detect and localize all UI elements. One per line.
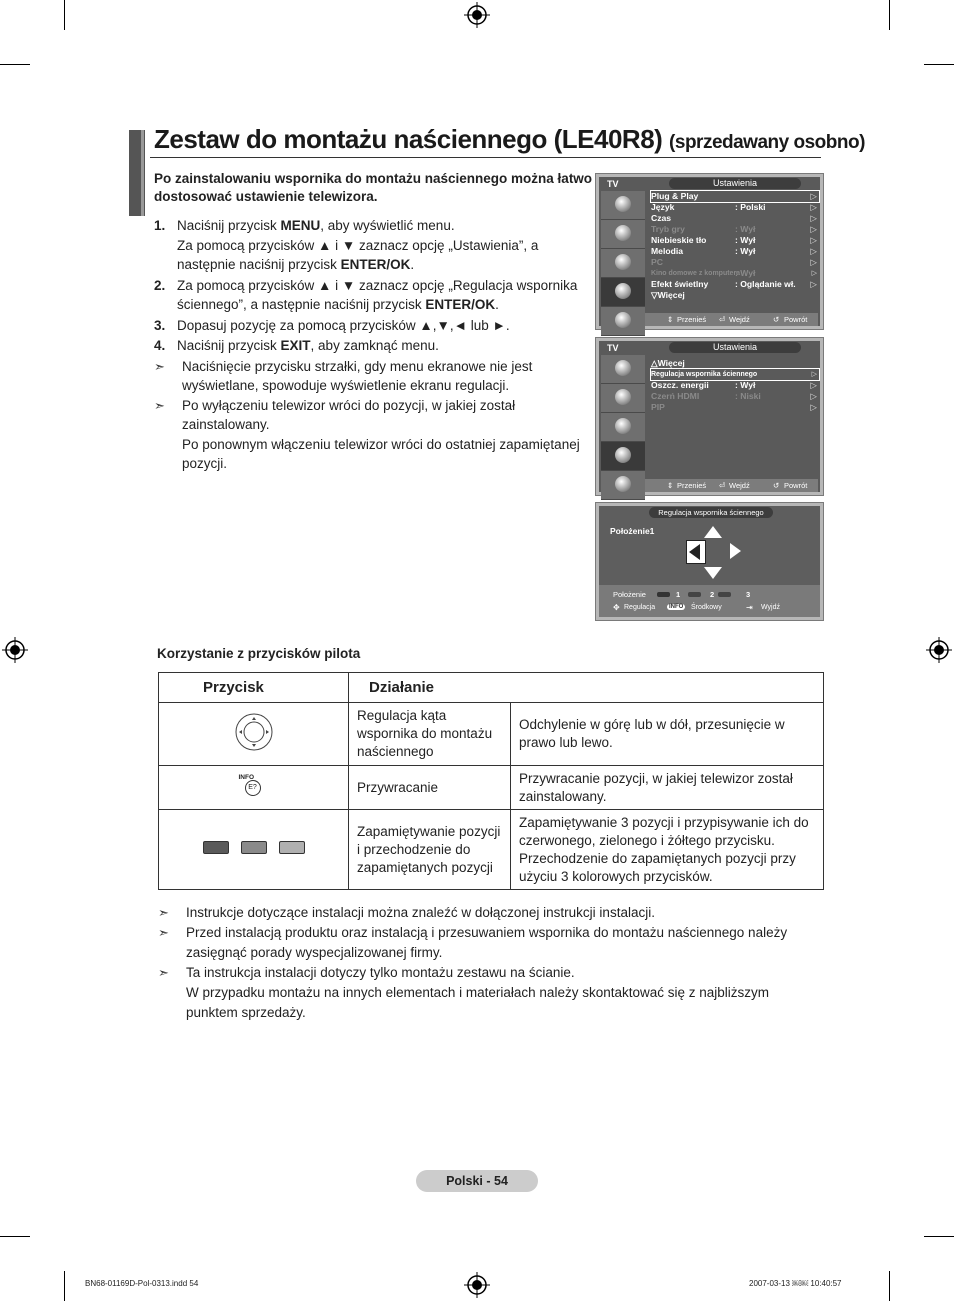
table-header-row xyxy=(159,673,824,703)
step-number: 2. xyxy=(154,277,166,293)
return-icon: ↺ xyxy=(773,315,780,324)
menu-item-value: : Wył xyxy=(735,268,756,278)
help-move: Przenieś xyxy=(677,315,707,324)
help-move: Przenieś xyxy=(677,481,707,490)
input-menu-icon[interactable] xyxy=(601,471,645,500)
channel-menu-icon[interactable] xyxy=(601,249,645,278)
step-text: Za pomocą przycisków ▲ i ▼ zaznacz opcję „Regulacja wspornika ściennego”, a następnie naciśnij przycisk xyxy=(177,277,578,312)
menu-list xyxy=(651,358,819,413)
menu-item[interactable] xyxy=(651,191,819,202)
screen-body xyxy=(599,506,820,617)
menu-item-value: : Wył xyxy=(735,235,756,245)
tv-label: TV xyxy=(607,343,619,353)
help-adjust: Regulacja xyxy=(624,604,656,611)
step-text: . xyxy=(410,257,415,272)
menu-item-value: : Polski xyxy=(735,202,766,212)
arrow-right-icon: ▷ xyxy=(810,213,817,223)
crop-mark xyxy=(889,0,890,30)
tv-menu-screen-1 xyxy=(595,173,824,330)
step-text: , aby wyświetlić menu. xyxy=(320,218,455,233)
menu-item[interactable] xyxy=(651,213,819,224)
directional-pad-icon xyxy=(234,712,274,752)
help-enter: Wejdź xyxy=(729,315,750,324)
arrow-right-icon: ▷ xyxy=(810,246,817,256)
move-icon: ✥ xyxy=(613,603,620,612)
tv-label: TV xyxy=(607,179,619,189)
action-cell: Zapamiętywanie pozycji i przechodzenie do zapamiętanych pozycji xyxy=(349,810,511,890)
step-2 xyxy=(154,276,594,315)
menu-item-label: Czas xyxy=(651,213,672,223)
step-note-1 xyxy=(154,357,594,396)
menu-item[interactable] xyxy=(651,235,819,246)
menu-item[interactable] xyxy=(651,268,819,279)
setup-menu-icon[interactable] xyxy=(601,278,645,307)
input-menu-icon[interactable] xyxy=(601,307,645,336)
table-row xyxy=(159,766,824,810)
registration-mark-icon xyxy=(2,637,28,663)
step-note-2 xyxy=(154,396,594,474)
note xyxy=(158,963,824,1023)
green-button-icon xyxy=(241,841,267,854)
page-number-badge: Polski - 54 xyxy=(416,1170,538,1192)
button-cell xyxy=(159,703,349,766)
crop-mark xyxy=(64,0,65,30)
arrow-down-icon[interactable] xyxy=(704,567,722,579)
step-key: ENTER/OK xyxy=(340,257,411,272)
slot-number: 2 xyxy=(710,590,715,599)
menu-item-label: Regulacja wspornika ściennego xyxy=(651,371,758,378)
note-arrow-icon: ➣ xyxy=(158,965,169,980)
menu-item-label: Plug & Play xyxy=(651,191,699,201)
menu-item-label: Oszcz. energii xyxy=(651,380,709,390)
step-number: 4. xyxy=(154,338,166,353)
intro-text: Po zainstalowaniu wspornika do montażu naściennego można łatwo dostosować ustawienie telewizora. xyxy=(154,171,593,204)
arrow-right-icon: ▷ xyxy=(810,224,817,234)
steps-list xyxy=(154,216,594,474)
footer-timestamp: 2007-03-13 ￼￼ 10:40:57 xyxy=(749,1279,842,1288)
title-accent-stripe xyxy=(141,130,144,216)
menu-title: Regulacja wspornika ściennego xyxy=(649,507,773,518)
menu-item[interactable] xyxy=(651,246,819,257)
description-cell: Zapamiętywanie 3 pozycji i przypisywanie ich do czerwonego, zielonego i żółtego przycisku. Przechodzenie do zapamiętanych pozycji przy użyciu 3 kolorowych przycisków. xyxy=(511,810,824,890)
setup-menu-icon[interactable] xyxy=(601,442,645,471)
registration-mark-icon xyxy=(464,2,490,28)
action-cell: Przywracanie xyxy=(349,766,511,810)
footer-file: BN68-01169D-Pol-0313.indd 54 xyxy=(85,1279,199,1288)
step-key: ENTER/OK xyxy=(425,297,496,312)
menu-item[interactable] xyxy=(651,380,819,391)
position-bar-label: Położenie xyxy=(613,590,646,599)
menu-item-label: Kino domowe z komputera xyxy=(651,270,741,277)
menu-title: Ustawienia xyxy=(669,178,801,189)
arrow-right-icon: ▷ xyxy=(810,391,817,401)
menu-help-bar xyxy=(645,313,818,326)
help-exit: Wyjdź xyxy=(761,604,780,611)
menu-item-label: ▽Więcej xyxy=(651,290,685,300)
menu-item[interactable] xyxy=(651,257,819,268)
step-4 xyxy=(154,336,594,356)
help-back: Powrót xyxy=(784,315,808,324)
enter-icon: ⏎ xyxy=(719,481,726,490)
note-arrow-icon: ➣ xyxy=(158,925,169,940)
arrow-right-icon: ▷ xyxy=(811,270,817,277)
slot-number: 1 xyxy=(676,590,681,599)
step-text: , aby zamknąć menu. xyxy=(310,338,439,353)
arrow-right-icon: ▷ xyxy=(810,235,817,245)
menu-item[interactable] xyxy=(651,224,819,235)
crop-mark xyxy=(924,1236,954,1237)
step-3 xyxy=(154,316,594,336)
help-enter: Wejdź xyxy=(729,481,750,490)
arrow-right-icon: ▷ xyxy=(810,202,817,212)
note-text: Ta instrukcja instalacji dotyczy tylko montażu zestawu na ścianie. xyxy=(186,965,575,980)
description-cell: Odchylenie w górę lub w dół, przesunięcie w prawo lub lewo. xyxy=(511,703,824,766)
arrow-right-icon: ▷ xyxy=(810,279,817,289)
crop-mark xyxy=(0,1236,30,1237)
note-arrow-icon: ➣ xyxy=(158,905,169,920)
enter-icon: ⏎ xyxy=(719,315,726,324)
notes-section xyxy=(158,903,824,1023)
registration-mark-icon xyxy=(926,637,952,663)
arrow-left-icon xyxy=(689,544,700,560)
help-back: Powrót xyxy=(784,481,808,490)
crop-mark xyxy=(889,1271,890,1301)
note xyxy=(158,903,824,923)
sound-menu-icon[interactable] xyxy=(601,220,645,249)
menu-item-label: Niebieskie tło xyxy=(651,235,707,245)
yellow-button-icon xyxy=(279,841,305,854)
crop-mark xyxy=(0,64,30,65)
menu-item-label: △Więcej xyxy=(651,358,685,368)
table-header: Działanie xyxy=(349,673,824,703)
description-cell: Przywracanie pozycji, w jakiej telewizor został zainstalowany. xyxy=(511,766,824,810)
arrow-up-icon[interactable] xyxy=(704,526,722,538)
info-button-icon: INFO xyxy=(669,604,684,610)
menu-item-label: Tryb gry xyxy=(651,224,685,234)
channel-menu-icon[interactable] xyxy=(601,413,645,442)
picture-menu-icon[interactable] xyxy=(601,191,645,220)
info-circle: E? xyxy=(245,780,261,796)
page-title-sub: (sprzedawany osobno) xyxy=(669,132,865,153)
note-arrow-icon: ➣ xyxy=(154,397,165,413)
action-cell: Regulacja kąta wspornika do montażu naściennego xyxy=(349,703,511,766)
sound-menu-icon[interactable] xyxy=(601,384,645,413)
red-slot-icon xyxy=(657,592,670,597)
menu-item-label: Efekt świetlny xyxy=(651,279,709,289)
move-icon: ⇕ xyxy=(667,315,674,324)
menu-item[interactable] xyxy=(651,290,819,301)
menu-title: Ustawienia xyxy=(669,342,801,353)
left-button-selected[interactable] xyxy=(686,540,706,564)
step-key: MENU xyxy=(280,218,321,233)
button-cell xyxy=(159,810,349,890)
menu-list xyxy=(651,191,819,301)
help-center: Środkowy xyxy=(691,604,722,611)
green-slot-icon xyxy=(688,592,701,597)
step-key: EXIT xyxy=(280,338,311,353)
menu-icon-column xyxy=(601,191,645,336)
menu-item-label: PC xyxy=(651,257,663,267)
menu-item[interactable] xyxy=(651,391,819,402)
step-1 xyxy=(154,216,594,275)
table-header: Przycisk xyxy=(159,673,349,703)
screen-body xyxy=(599,177,820,326)
move-icon: ⇕ xyxy=(667,481,674,490)
menu-help-bar xyxy=(645,479,818,492)
wall-mount-adjust-screen xyxy=(595,502,824,621)
note-text: Po ponownym włączeniu telewizor wróci do ostatniej zapamiętanej pozycji. xyxy=(182,436,580,471)
step-text: Naciśnij przycisk xyxy=(177,338,281,353)
menu-icon-column xyxy=(601,355,645,500)
menu-item[interactable] xyxy=(651,279,819,290)
step-number: 1. xyxy=(154,218,166,233)
note-text: Naciśnięcie przycisku strzałki, gdy menu ekranowe nie jest wyświetlane, spowoduje wyświetlenie ekranu regulacji. xyxy=(182,358,533,393)
step-text: Dopasuj pozycję za pomocą przycisków ▲,▼,◄ lub ►. xyxy=(177,317,510,333)
menu-item[interactable] xyxy=(651,369,819,380)
menu-item[interactable] xyxy=(651,202,819,213)
position-label: Położenie1 xyxy=(610,526,655,536)
tv-menu-screen-2 xyxy=(595,337,824,496)
note xyxy=(158,923,824,963)
crop-mark xyxy=(64,1271,65,1301)
menu-item-label: Czerń HDMI xyxy=(651,391,700,401)
arrow-right-icon: ▷ xyxy=(810,257,817,267)
info-label: INFO xyxy=(238,774,255,781)
menu-item[interactable] xyxy=(651,358,819,369)
step-text: Za pomocą przycisków ▲ i ▼ zaznacz opcję „Ustawienia”, a następnie naciśnij przycisk xyxy=(177,237,539,272)
note-text: W przypadku montażu na innych elementach i materiałach należy skontaktować się z najbliższym punktem sprzedaży. xyxy=(186,985,770,1020)
position-bar xyxy=(599,585,820,617)
page-title-main: Zestaw do montażu naściennego (LE40R8) xyxy=(154,124,663,154)
menu-item-value: : Wył xyxy=(735,246,756,256)
arrow-right-icon: ▷ xyxy=(810,380,817,390)
menu-item-value: : Wył xyxy=(735,224,756,234)
screen-body xyxy=(599,341,820,492)
menu-item[interactable] xyxy=(651,402,819,413)
note-arrow-icon: ➣ xyxy=(154,358,165,374)
arrow-right-icon[interactable] xyxy=(730,543,741,559)
arrow-right-icon: ▷ xyxy=(811,371,817,378)
arrow-right-icon: ▷ xyxy=(810,191,817,201)
slot-number: 3 xyxy=(746,590,751,599)
note-text: Przed instalacją produktu oraz instalacją i przesuwaniem wspornika do montażu naściennego należy zasięgnąć porady wyspecjalizowanej firmy. xyxy=(186,925,788,960)
note-text: Po wyłączeniu telewizor wróci do pozycji, w jakiej został zainstalowany. xyxy=(182,397,516,432)
menu-item-value: : Wył xyxy=(735,380,756,390)
step-text: Naciśnij przycisk xyxy=(177,218,281,233)
step-number: 3. xyxy=(154,317,166,333)
red-button-icon xyxy=(203,841,229,854)
menu-item-label: PIP xyxy=(651,402,665,412)
picture-menu-icon[interactable] xyxy=(601,355,645,384)
crop-mark xyxy=(924,64,954,65)
remote-buttons-table xyxy=(158,672,824,890)
page-title xyxy=(154,124,865,155)
menu-item-value: : Oglądanie wł. xyxy=(735,279,796,289)
note-text: Instrukcje dotyczące instalacji można znaleźć w dołączonej instrukcji instalacji. xyxy=(186,905,655,920)
arrow-right-icon: ▷ xyxy=(810,402,817,412)
menu-item-label: Język xyxy=(651,202,675,212)
info-button-icon xyxy=(239,770,269,800)
registration-mark-icon xyxy=(464,1272,490,1298)
menu-item-value: : Niski xyxy=(735,391,761,401)
menu-item-label: Melodia xyxy=(651,246,683,256)
table-row xyxy=(159,810,824,890)
title-underline xyxy=(150,157,821,158)
button-cell xyxy=(159,766,349,810)
step-text: . xyxy=(495,297,499,312)
table-caption: Korzystanie z przycisków pilota xyxy=(157,646,361,661)
return-icon: ↺ xyxy=(773,481,780,490)
exit-icon: ⇥ xyxy=(746,603,753,612)
yellow-slot-icon xyxy=(718,592,731,597)
table-row xyxy=(159,703,824,766)
